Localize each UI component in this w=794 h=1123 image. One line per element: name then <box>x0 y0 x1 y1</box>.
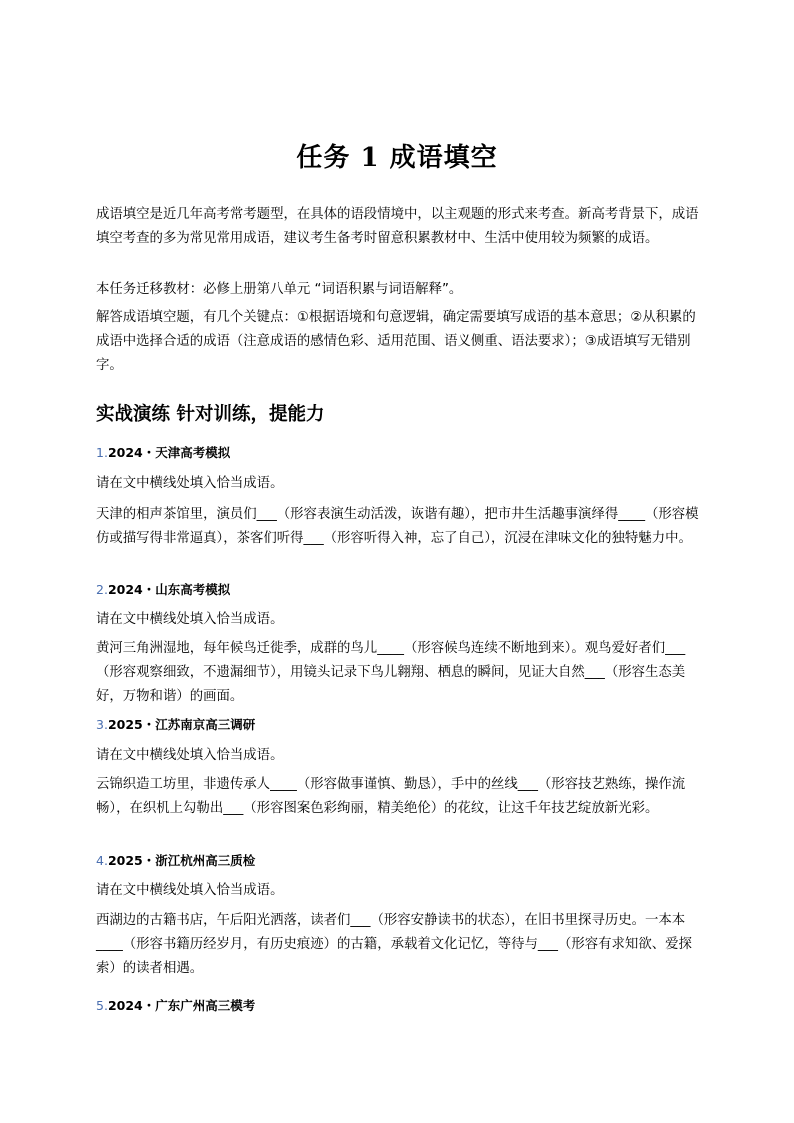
question-source: 2024・天津高考模拟 <box>107 445 231 460</box>
question-number: 1. <box>96 445 108 460</box>
question-5-header <box>96 996 255 1016</box>
question-source: 2025・江苏南京高三调研 <box>107 717 256 732</box>
intro-paragraph-2: 本任务迁移教材：必修上册第八单元 “词语积累与词语解释”。 <box>96 282 463 297</box>
intro-paragraph-1: 成语填空是近几年高考常考题型，在具体的语段情境中，以主观题的形式来考查。新高考背景下，成语填空考查的多为常见常用成语，建议考生备考时留意积累教材中、生活中使用较为频繁的成语。 <box>96 207 699 246</box>
question-4-header <box>96 851 255 871</box>
question-number: 3. <box>96 717 108 732</box>
question-4-body: 西湖边的古籍书店，午后阳光洒落，读者们___（形容安静读书的状态），在旧书里探寻历史。一本本____（形容书籍历经岁月，有历史痕迹）的古籍，承载着文化记忆，等待与___（形容有求知欲、爱探索）的读者相遇。 <box>96 913 692 976</box>
question-source: 2024・山东高考模拟 <box>107 582 231 597</box>
intro-paragraph-3: 解答成语填空题，有几个关键点：①根据语境和句意逻辑，确定需要填写成语的基本意思；②从积累的成语中选择合适的成语（注意成语的感情色彩、适用范围、语义侧重、语法要求）；③成语填写无错别字。 <box>96 310 696 373</box>
question-1-body: 天津的相声茶馆里，演员们___（形容表演生动活泼，诙谐有趣），把市井生活趣事演绎得____（形容模仿或描写得非常逼真），茶客们听得___（形容听得入神，忘了自己），沉浸在津味文化的独特魅力中。 <box>96 507 699 546</box>
question-4-instruction: 请在文中横线处填入恰当成语。 <box>96 883 284 898</box>
question-3-header <box>96 715 255 735</box>
question-number: 2. <box>96 582 108 597</box>
question-2-header <box>96 580 230 600</box>
page-title: 任务 1 成语填空 <box>296 143 498 174</box>
question-number: 5. <box>96 998 108 1013</box>
question-2-instruction: 请在文中横线处填入恰当成语。 <box>96 612 284 627</box>
question-3-instruction: 请在文中横线处填入恰当成语。 <box>96 748 284 763</box>
question-source: 2024・广东广州高三模考 <box>107 998 256 1013</box>
question-2-body: 黄河三角洲湿地，每年候鸟迁徙季，成群的鸟儿____（形容候鸟连续不断地到来）。观鸟爱好者们___（形容观察细致，不遗漏细节），用镜头记录下鸟儿翱翔、栖息的瞬间，见证大自然___（形容生态美好，万物和谐）的画面。 <box>96 641 686 704</box>
section-heading: 实战演练 针对训练，提能力 <box>96 404 325 425</box>
question-3-body: 云锦织造工坊里，非遗传承人____（形容做事谨慎、勤恳），手中的丝线___（形容技艺熟练，操作流畅），在织机上勾勒出___（形容图案色彩绚丽，精美绝伦）的花纹，让这千年技艺绽放新光彩。 <box>96 777 686 816</box>
question-1-instruction: 请在文中横线处填入恰当成语。 <box>96 476 284 491</box>
question-source: 2025・浙江杭州高三质检 <box>107 853 256 868</box>
question-number: 4. <box>96 853 108 868</box>
question-1-header <box>96 443 230 463</box>
